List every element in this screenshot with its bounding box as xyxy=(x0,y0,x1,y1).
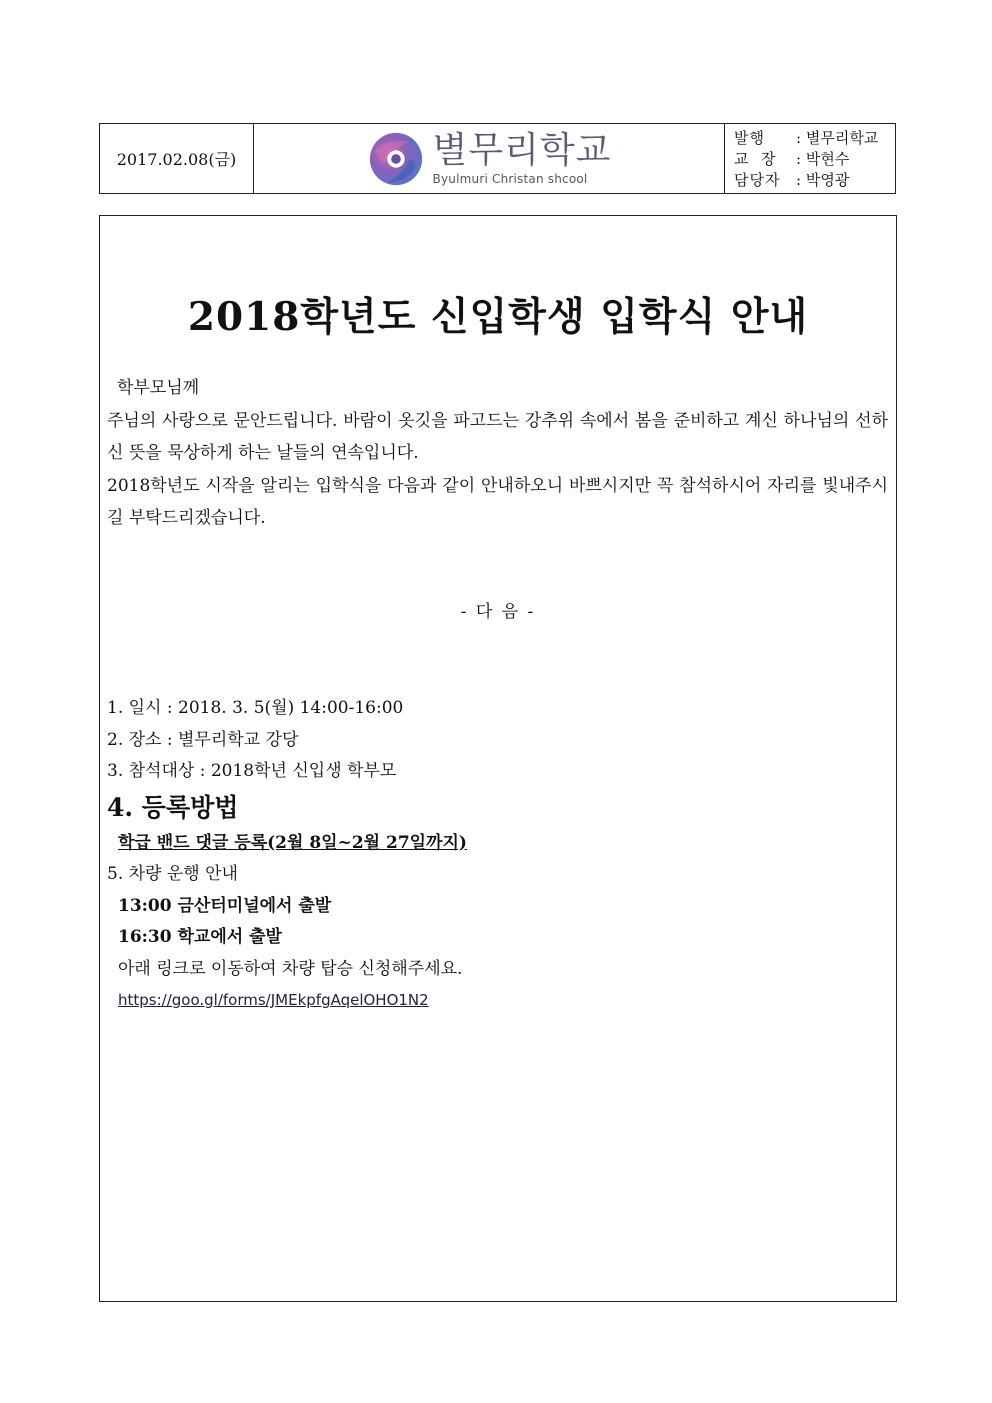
info-sep: : xyxy=(796,129,802,147)
bus-note: 아래 링크로 이동하여 차량 탑승 신청해주세요. xyxy=(118,958,463,979)
info-value: 박영광 xyxy=(805,171,850,189)
school-name-en: Byulmuri Christan shcool xyxy=(432,171,588,186)
notice-body xyxy=(99,215,897,1302)
detail-registration-heading: 4. 등록방법 xyxy=(107,792,239,822)
detail-place: 2. 장소 : 별무리학교 강당 xyxy=(107,729,299,750)
details-list xyxy=(107,693,888,1017)
school-name-kr: 별무리학교 xyxy=(432,129,612,171)
info-row-publisher xyxy=(734,128,895,149)
next-label: - 다 음 - xyxy=(460,602,536,622)
info-row-manager xyxy=(734,170,895,191)
detail-date: 1. 일시 : 2018. 3. 5(월) 14:00-16:00 xyxy=(107,698,404,718)
page-title: 2018학년도 신입학생 입학식 안내 xyxy=(187,294,809,340)
logo-wrap xyxy=(367,130,612,188)
info-key: 발행 xyxy=(734,129,765,147)
signup-link[interactable]: https://goo.gl/forms/JMEkpfgAqelOHO1N2 xyxy=(118,991,429,1009)
letter-text xyxy=(107,372,888,535)
info-key: 교 장 xyxy=(734,150,777,168)
info-value: 박현수 xyxy=(805,150,850,168)
info-sep: : xyxy=(796,150,802,168)
detail-bus-heading: 5. 차량 운행 안내 xyxy=(107,864,238,884)
detail-attendees: 3. 참석대상 : 2018학년 신입생 학부모 xyxy=(107,761,397,781)
paragraph-2: 2018학년도 시작을 알리는 입학식을 다음과 같이 안내하오니 바쁘시지만 꼭 참석하시어 자리를 빛내주시길 부탁드리겠습니다. xyxy=(107,475,888,528)
greeting: 학부모님께 xyxy=(117,378,200,398)
issuer-info xyxy=(725,124,895,193)
bus-departure-1: 13:00 금산터미널에서 출발 xyxy=(118,895,332,916)
header-table xyxy=(99,123,896,194)
detail-registration: 학급 밴드 댓글 등록(2월 8일~2월 27일까지) xyxy=(118,832,467,853)
info-sep: : xyxy=(796,171,802,189)
paragraph-1: 주님의 사랑으로 문안드립니다. 바람이 옷깃을 파고드는 강추위 속에서 봄을 준비하고 계신 하나님의 선하신 뜻을 묵상하게 하는 날들의 연속입니다. xyxy=(107,410,888,463)
issue-date: 2017.02.08(금) xyxy=(100,124,254,193)
bus-departure-2: 16:30 학교에서 출발 xyxy=(118,927,282,947)
info-key: 담당자 xyxy=(734,171,781,189)
logo-circle-icon xyxy=(367,130,425,188)
school-logo xyxy=(254,124,725,193)
logo-text xyxy=(432,129,612,186)
info-value: 별무리학교 xyxy=(805,129,879,147)
info-row-principal xyxy=(734,149,895,170)
